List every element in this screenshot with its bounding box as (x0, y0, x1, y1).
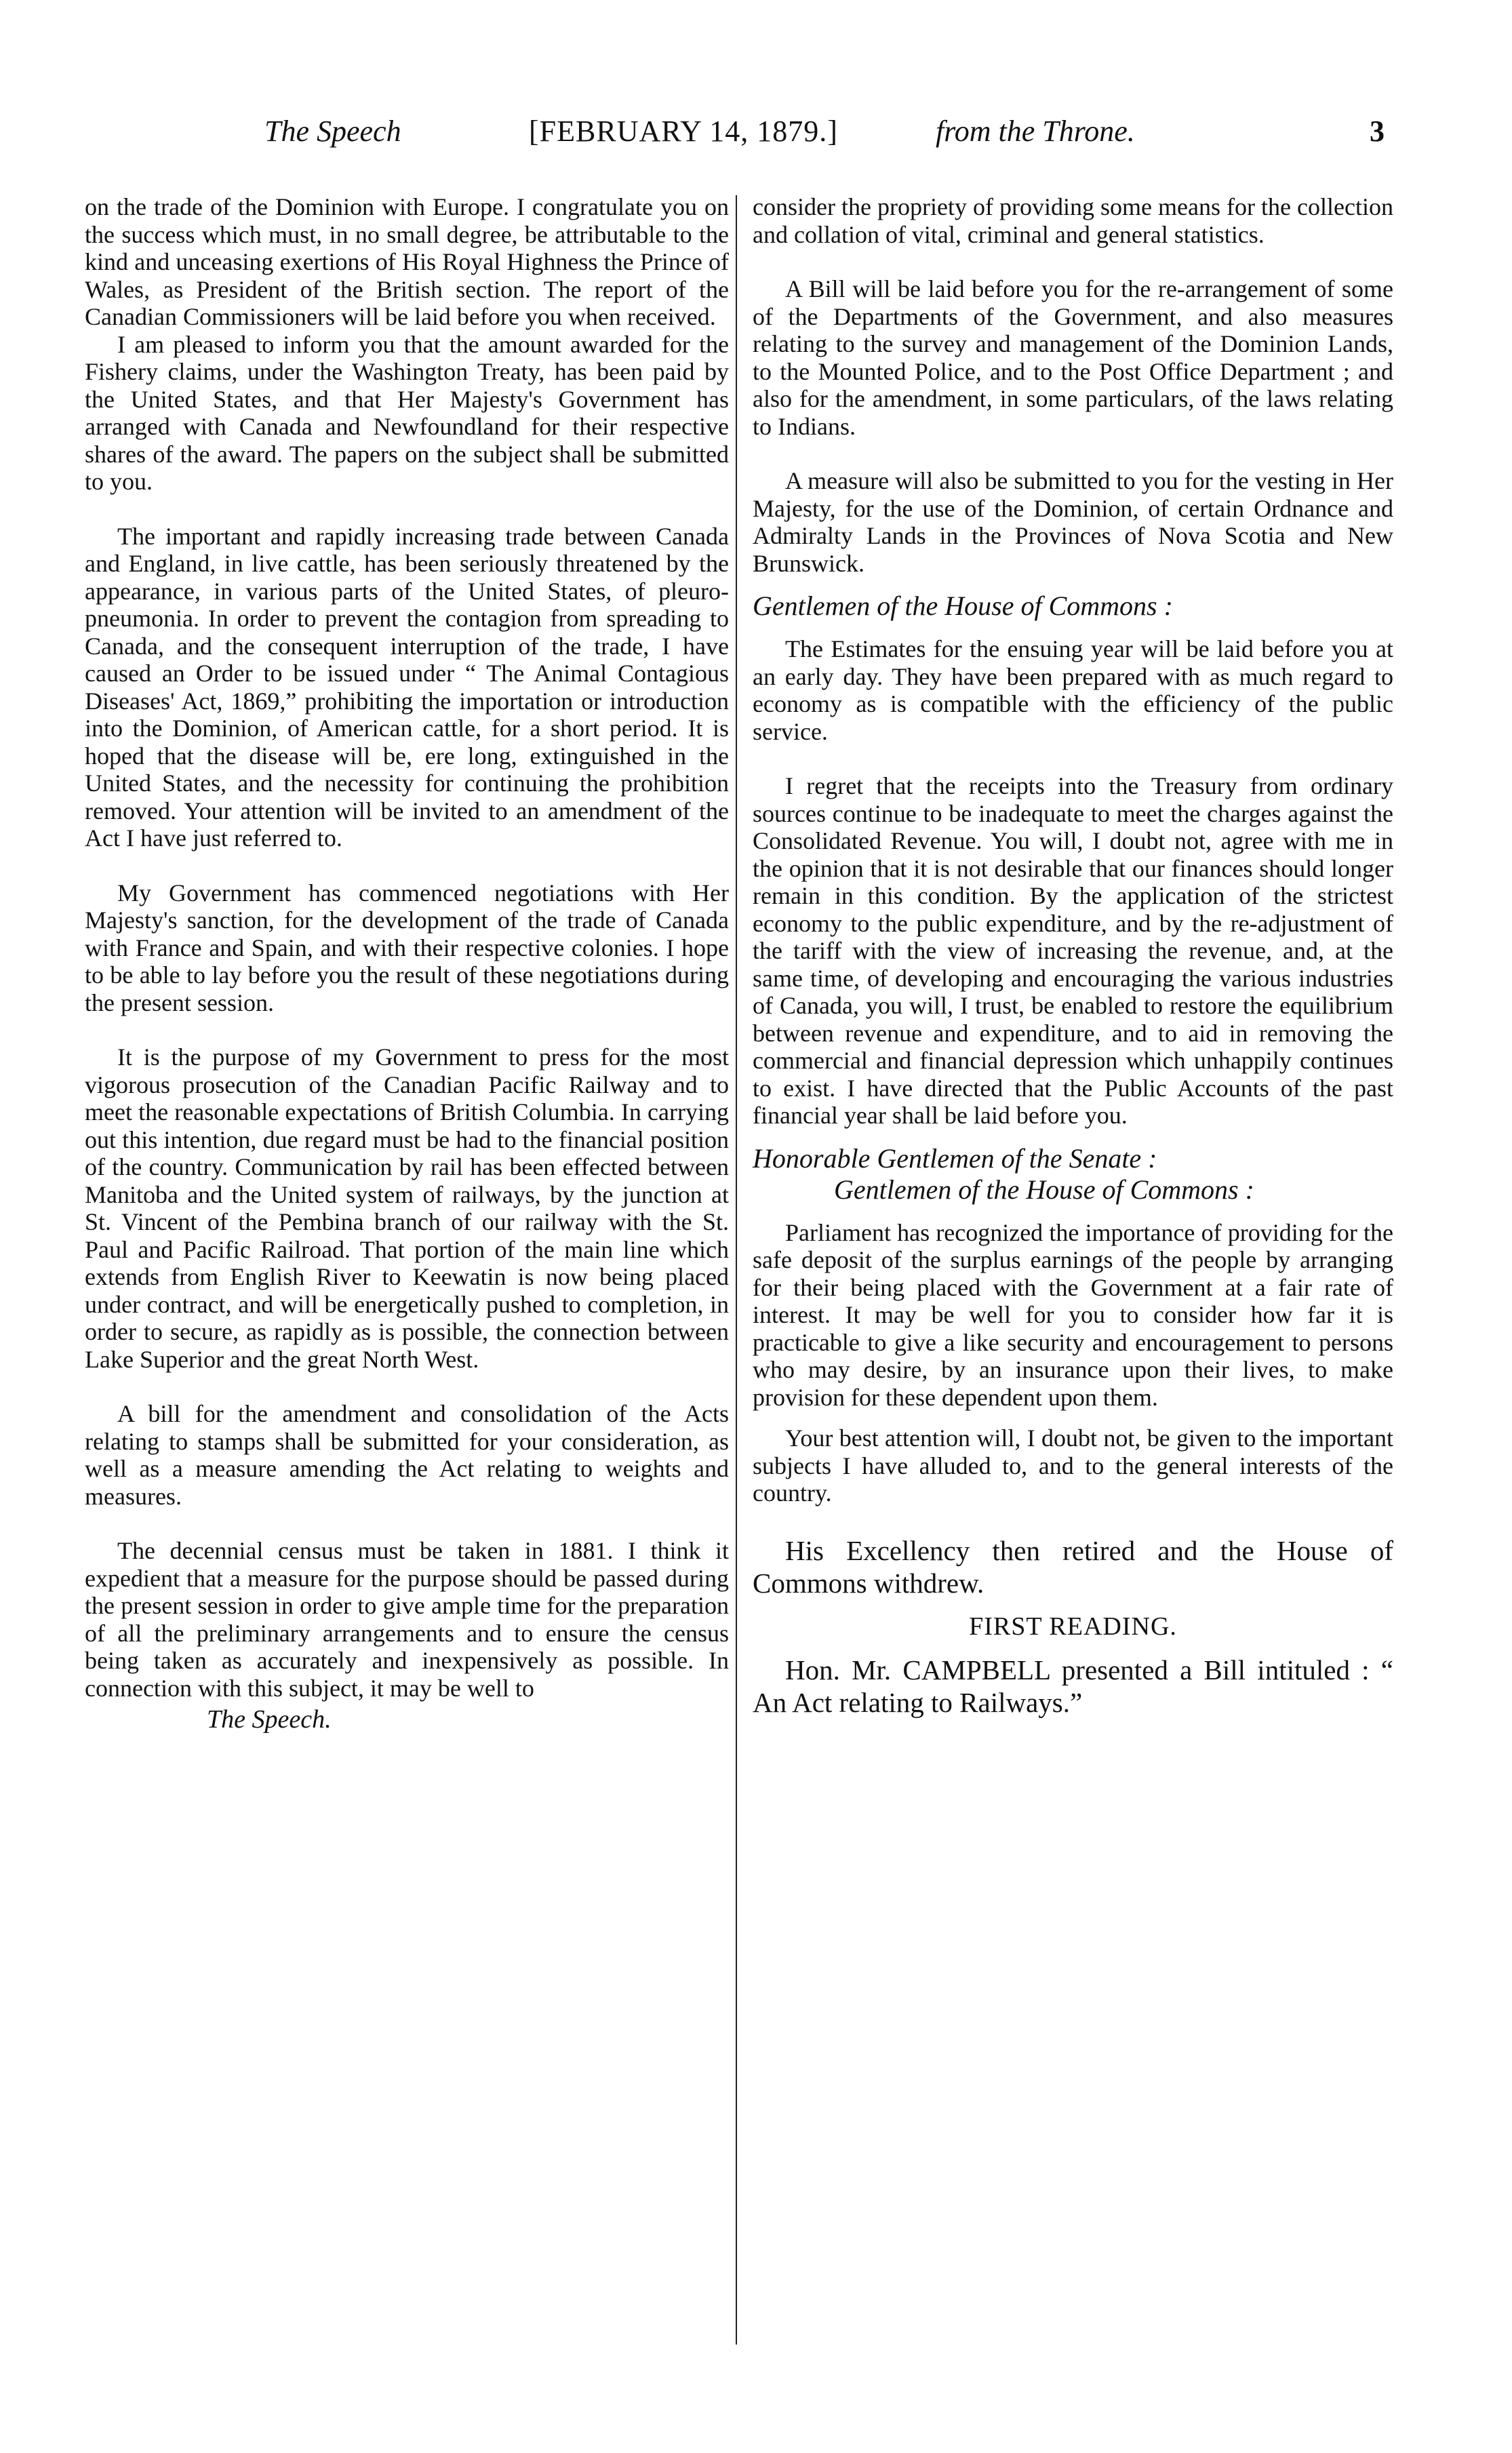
left-column (85, 193, 729, 1734)
continuation-catchword: The Speech. (207, 1705, 332, 1734)
column-divider (736, 195, 737, 2345)
running-header (264, 114, 1431, 155)
right-column (753, 193, 1393, 1719)
header-date: [FEBRUARY 14, 1879.] (529, 115, 838, 148)
paragraph: Your best attention will, I doubt not, be given to the important subjects I have alluded to, and to the general interests of the country. (753, 1424, 1393, 1507)
paragraph: I am pleased to inform you that the amount awarded for the Fishery claims, under the Washington Treaty, has been paid by the United States, and that Her Majesty's Government has arranged with Canada and Newfoundland for their respective shares of the award. The papers on the subject shall be submitted to you. (85, 330, 729, 495)
paragraph: The decennial census must be taken in 1881. I think it expedient that a measure for the purpose should be passed during the present session in order to give ample time for the preparation of all the preliminary arrangements and to ensure the census being taken as accurately and inexpensively as possible. In connection with this subject, it may be well to (85, 1537, 729, 1702)
paragraph: consider the propriety of providing some means for the collection and collation of vital, criminal and general statistics. (753, 193, 1393, 248)
section-heading: Gentlemen of the House of Commons : (753, 591, 1173, 621)
section-subheading: Gentlemen of the House of Commons : (834, 1174, 1254, 1205)
paragraph: My Government has commenced negotiations with Her Majesty's sanction, for the development of the trade of Canada with France and Spain, and with their respective colonies. I hope to be able to lay before you the result of these negotiations during the present session. (85, 879, 729, 1016)
paragraph: The Estimates for the ensuing year will be laid before you at an early day. They have been prepared with as much regard to economy as is compatible with the efficiency of the public service. (753, 635, 1393, 745)
narrative-paragraph: His Excellency then retired and the House of Commons withdrew. (753, 1534, 1393, 1599)
section-heading: FIRST READING. (969, 1612, 1177, 1641)
paragraph: on the trade of the Dominion with Europe. I congratulate you on the success which must, in no small degree, be attributable to the kind and unceasing exertions of His Royal Highness the Prince of Wales, as President of the British section. The report of the Canadian Commissioners will be laid before you when received. (85, 193, 729, 330)
paragraph: A bill for the amendment and consolidation of the Acts relating to stamps shall be submitted for your consideration, as well as a measure amending the Act relating to weights and measures. (85, 1400, 729, 1510)
header-left-title: The Speech (264, 115, 401, 148)
paragraph: I regret that the receipts into the Treasury from ordinary sources continue to be inadequate to meet the charges against the Consolidated Revenue. You will, I doubt not, agree with me in the opinion that it is not desirable that our finances should longer remain in this condition. By the application of the strictest economy to the public expenditure, and by the re-adjustment of the tariff with the view of increasing the revenue, and, at the same time, of developing and encouraging the various industries of Canada, you will, I trust, be enabled to restore the equilibrium between revenue and expenditure, and to aid in removing the commercial and financial depression which unhappily continues to exist. I have directed that the Public Accounts of the past financial year shall be laid before you. (753, 772, 1393, 1129)
paragraph: It is the purpose of my Government to press for the most vigorous prosecution of the Canadian Pacific Railway and to meet the reasonable expectations of British Columbia. In carrying out this intention, due regard must be had to the financial position of the country. Communication by rail has been effected between Manitoba and the United system of railways, by the junction at St. Vincent of the Pembina branch of our railway with the St. Paul and Pacific Railroad. That portion of the main line which extends from English River to Keewatin is now being placed under contract, and will be energetically pushed to completion, in order to secure, as rapidly as is possible, the connection between Lake Superior and the great North West. (85, 1043, 729, 1373)
page-number: 3 (1370, 115, 1385, 148)
paragraph: The important and rapidly increasing trade between Canada and England, in live cattle, has been seriously threatened by the appearance, in various parts of the United States, of pleuro-pneumonia. In order to prevent the contagion from spreading to Canada, and the consequent interruption of the trade, I have caused an Order to be issued under “ The Animal Contagious Diseases' Act, 1869,” prohibiting the importation or introduction into the Dominion, of American cattle, for a short period. It is hoped that the disease will be, ere long, extinguished in the United States, and the necessity for continuing the prohibition removed. Your attention will be invited to an amendment of the Act I have just referred to. (85, 522, 729, 852)
header-right-title: from the Throne. (936, 115, 1135, 148)
section-heading: Honorable Gentlemen of the Senate : (753, 1142, 1157, 1174)
paragraph: Parliament has recognized the importance of providing for the safe deposit of the surplus earnings of the people by arranging for their being placed with the Government at a fair rate of interest. It may be well for you to consider how far it is practicable to give a like security and encouragement to persons who may desire, by an insurance upon their lives, to make provision for these dependent upon them. (753, 1218, 1393, 1411)
paragraph: A measure will also be submitted to you for the vesting in Her Majesty, for the use of the Dominion, of certain Ordnance and Admiralty Lands in the Provinces of Nova Scotia and New Brunswick. (753, 467, 1393, 577)
paragraph: A Bill will be laid before you for the re-arrangement of some of the Departments of the Government, and also measures relating to the survey and management of the Dominion Lands, to the Mounted Police, and to the Post Office Department ; and also for the amendment, in some particulars, of the laws relating to Indians. (753, 275, 1393, 440)
narrative-paragraph: Hon. Mr. CAMPBELL presented a Bill intituled : “ An Act relating to Railways.” (753, 1654, 1393, 1718)
